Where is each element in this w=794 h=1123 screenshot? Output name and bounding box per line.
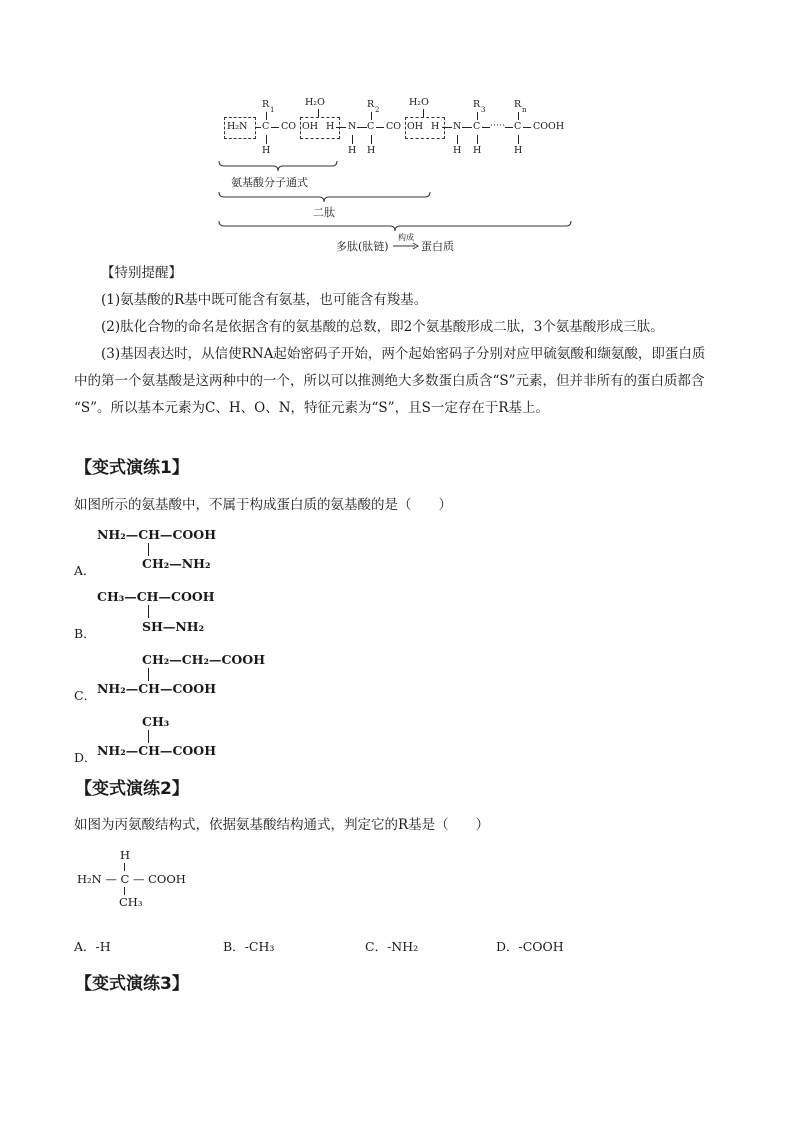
h2o-label-1: H₂O xyxy=(305,97,325,108)
exercise1-heading: 【变式演练1】 xyxy=(75,458,189,478)
tip-3-line3: “S”。所以基本元素为C、H、O、N，特征元素为“S”，且S一定存在于R基上。 xyxy=(74,400,549,416)
label-polypeptide: 多肽(肽链) xyxy=(336,240,389,253)
r1-label: R 1 xyxy=(262,99,275,114)
tip-2: (2)肽化合物的命名是依据含有的氨基酸的总数，即2个氨基酸形成二肽，3个氨基酸形成三肽。 xyxy=(101,319,664,335)
cooh-text: COOH xyxy=(533,121,565,132)
label-dipeptide: 二肽 xyxy=(313,206,335,219)
h2n-text: H₂N xyxy=(227,121,248,132)
ex2-option-c[interactable]: C．-NH₂ xyxy=(365,939,419,954)
h2o-label-2: H₂O xyxy=(409,97,429,108)
tip-3-line1: (3)基因表达时，从信使RNA起始密码子开始，两个起始密码子分别对应甲硫氨酸和缬氨酸，即蛋白质 xyxy=(101,346,706,362)
exercise2-heading: 【变式演练2】 xyxy=(75,779,189,799)
label-general-formula: 氨基酸分子通式 xyxy=(231,176,308,189)
r3-label: R 3 xyxy=(473,99,486,114)
brace-general xyxy=(218,160,338,172)
ex2-option-b[interactable]: B．-CH₃ xyxy=(223,939,275,954)
tip-1: (1)氨基酸的R基中既可能含有氨基，也可能含有羧基。 xyxy=(101,292,428,308)
r2-label: R 2 xyxy=(367,99,380,114)
brace-polypeptide xyxy=(218,220,573,232)
rn-label: R n xyxy=(514,99,527,114)
ex2-option-a[interactable]: A．-H xyxy=(74,939,111,954)
label-forms: 构成 xyxy=(398,233,414,242)
chain-ellipsis: ····· xyxy=(490,120,506,131)
brace-dipeptide xyxy=(218,191,431,203)
arrow-icon xyxy=(393,242,419,250)
tips-title: 【特别提醒】 xyxy=(101,265,182,281)
exercise3-heading: 【变式演练3】 xyxy=(75,974,189,994)
ex2-option-d[interactable]: D．-COOH xyxy=(496,939,564,954)
tip-3-line2: 中的第一个氨基酸是这两种中的一个，所以可以推测绝大多数蛋白质含“S”元素，但并非所有的蛋白质都含 xyxy=(74,373,705,389)
label-protein: 蛋白质 xyxy=(421,240,454,253)
exercise1-question: 如图所示的氨基酸中，不属于构成蛋白质的氨基酸的是（ ） xyxy=(74,497,452,513)
exercise2-question: 如图为丙氨酸结构式，依据氨基酸结构通式，判定它的R基是（ ） xyxy=(74,817,490,833)
